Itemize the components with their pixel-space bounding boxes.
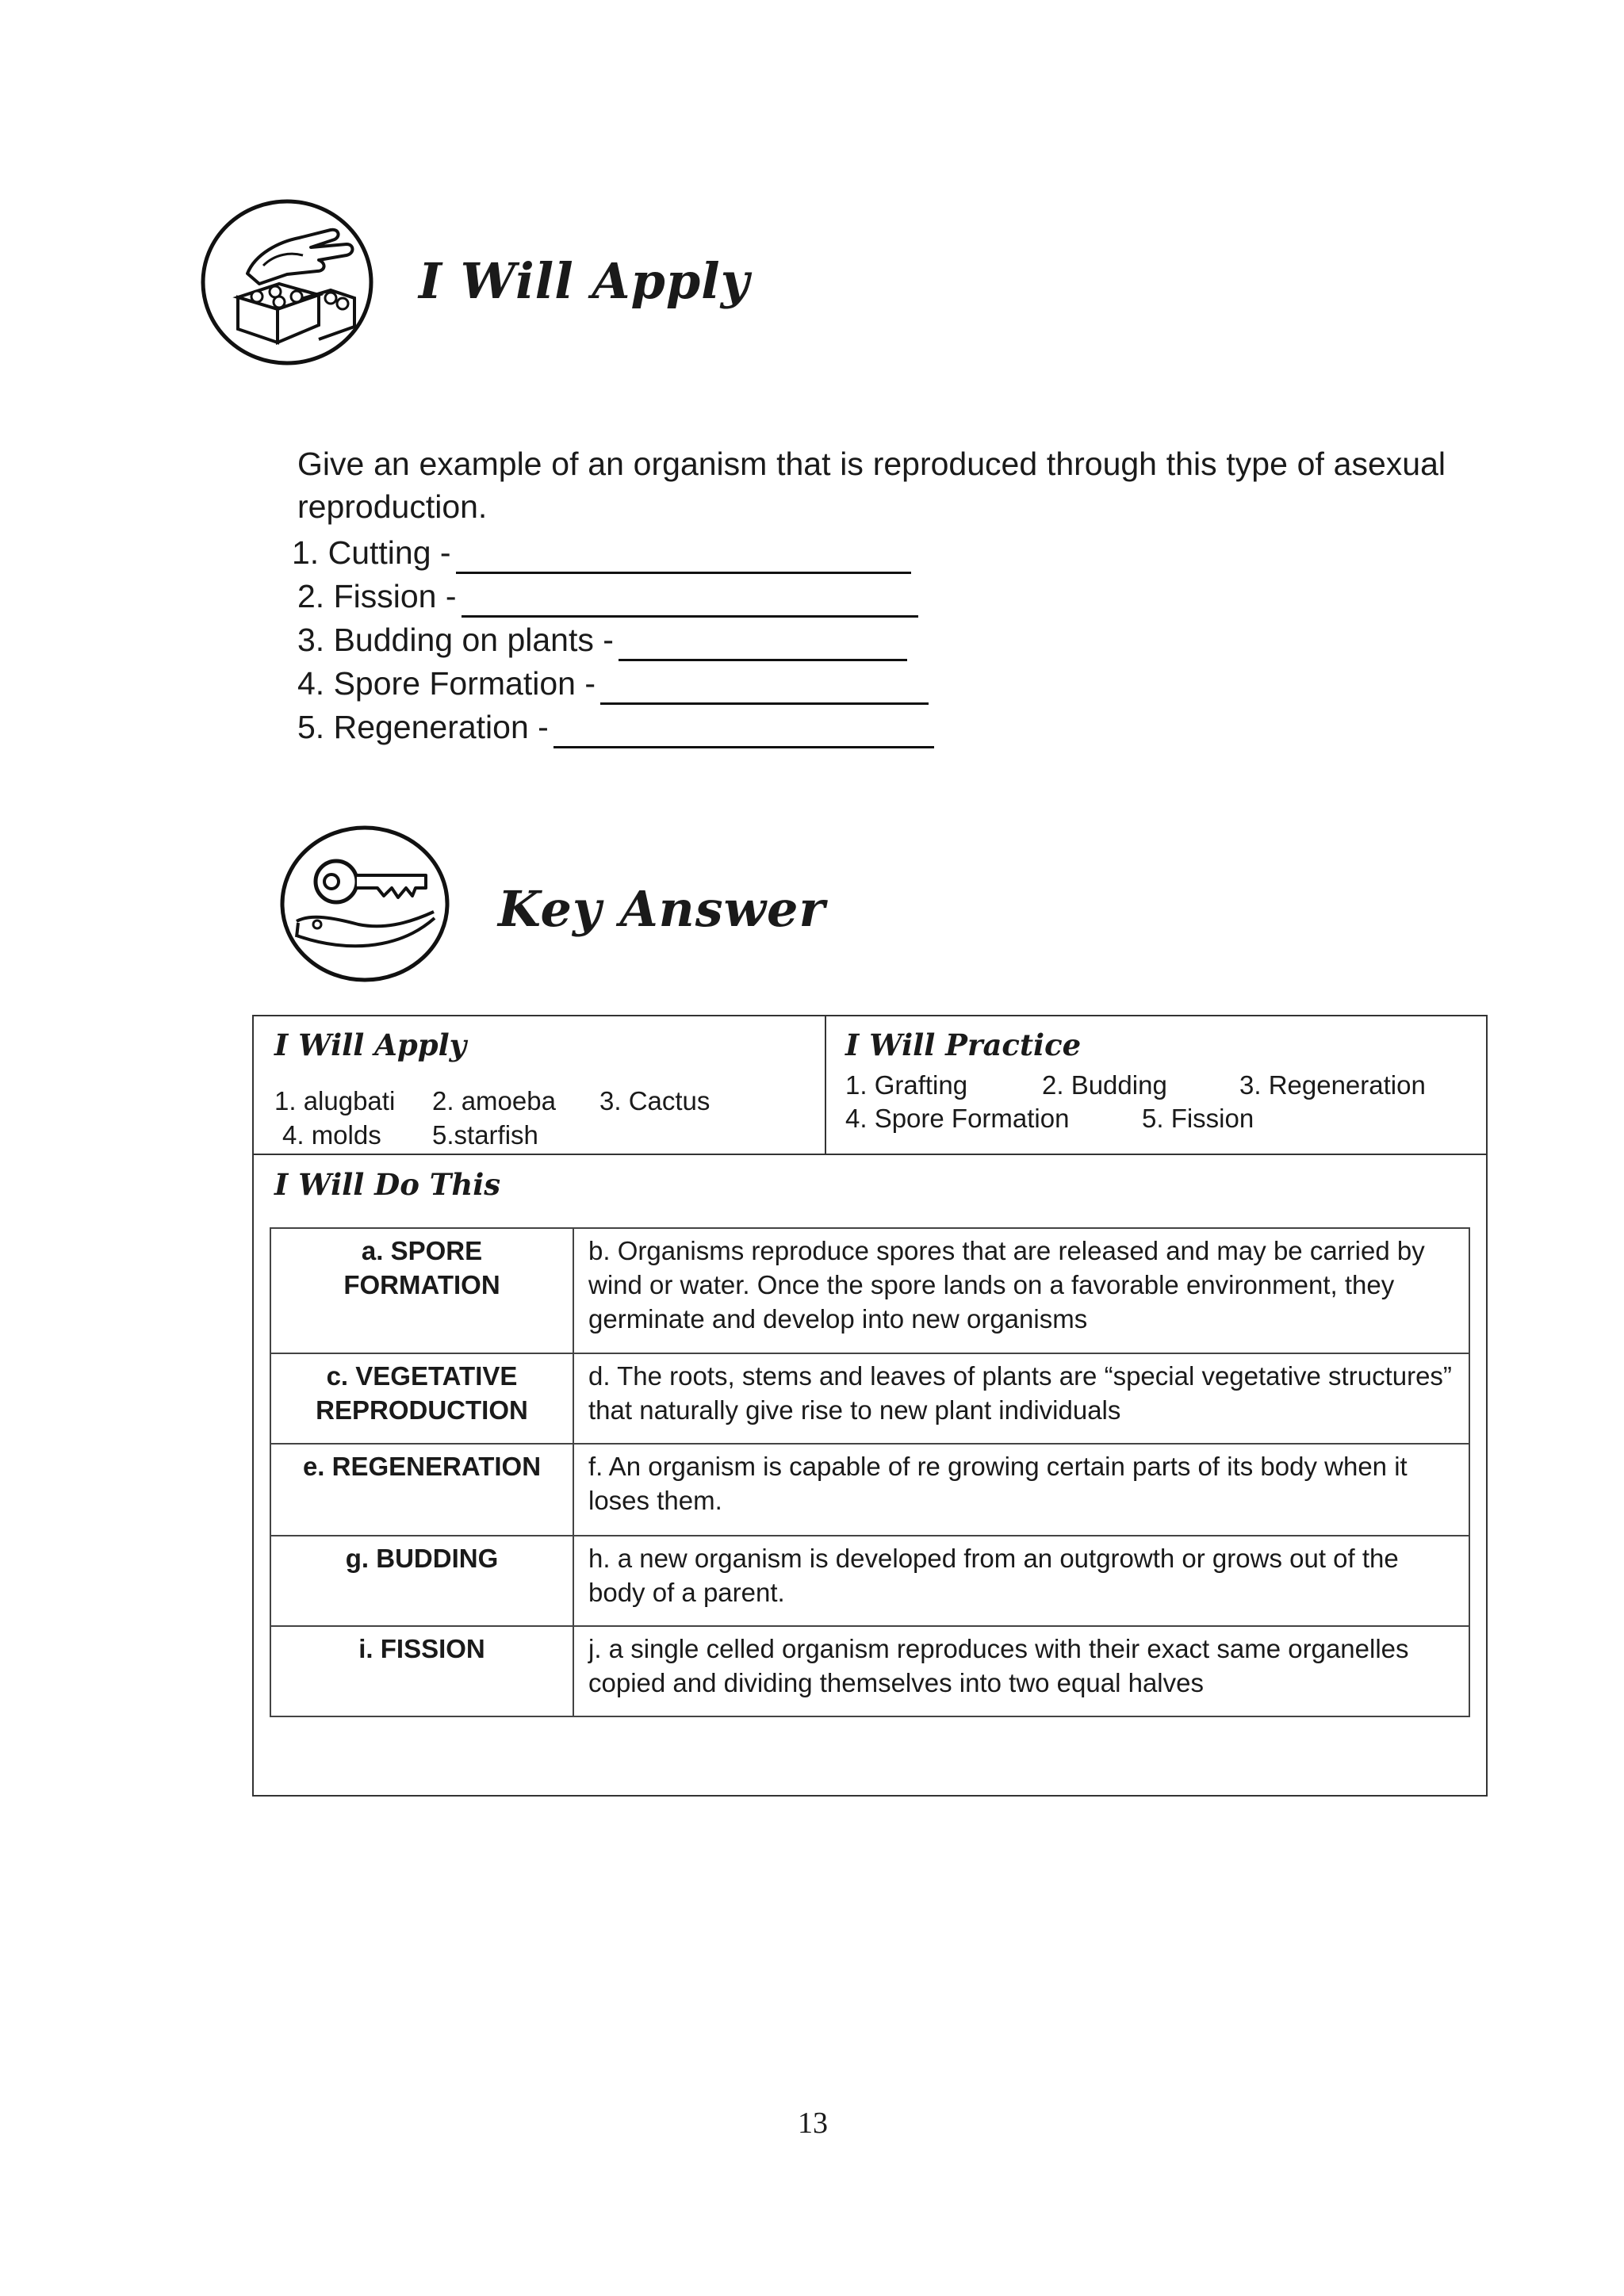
page-number: 13 <box>798 2107 828 2140</box>
question-item: 4. Spore Formation - <box>297 662 929 705</box>
do-this-title: I Will Do This <box>274 1167 501 1202</box>
definition-cell: f. An organism is capable of re growing certain parts of its body when it loses them. <box>573 1444 1469 1536</box>
answer-blank[interactable] <box>600 668 929 705</box>
term-cell: e. REGENERATION <box>270 1444 573 1536</box>
question-item: 5. Regeneration - <box>297 706 934 748</box>
apply-instruction: Give an example of an organism that is reproduced through this type of asexual reproduction. <box>297 446 1446 525</box>
table-row <box>270 1353 1469 1444</box>
term-cell: a. SPORE FORMATION <box>270 1228 573 1353</box>
practice-answer: 5. Fission <box>1142 1104 1254 1133</box>
answer-key-divider <box>252 1154 1488 1155</box>
apply-answer: 3. Cactus <box>599 1086 710 1115</box>
term-cell: g. BUDDING <box>270 1536 573 1626</box>
do-this-table <box>270 1227 1470 1716</box>
apply-answer: 2. amoeba <box>432 1086 556 1115</box>
key-answer-title: Key Answer <box>498 880 826 938</box>
term-cell: i. FISSION <box>270 1626 573 1716</box>
question-item: 2. Fission - <box>297 575 918 618</box>
hand-building-blocks-icon <box>200 198 374 366</box>
answer-blank[interactable] <box>553 711 934 748</box>
practice-answer: 3. Regeneration <box>1239 1070 1426 1100</box>
practice-answer: 1. Grafting <box>845 1070 968 1100</box>
definition-cell: h. a new organism is developed from an outgrowth or grows out of the body of a parent. <box>573 1536 1469 1626</box>
table-row <box>270 1444 1469 1536</box>
practice-answer: 2. Budding <box>1042 1070 1167 1100</box>
practice-answers-title: I Will Practice <box>845 1027 1082 1062</box>
answer-blank[interactable] <box>619 624 907 661</box>
apply-answer: 5.starfish <box>432 1120 538 1147</box>
key-on-hand-icon <box>279 825 450 983</box>
answer-blank[interactable] <box>462 580 918 618</box>
table-row <box>270 1228 1469 1353</box>
answer-blank[interactable] <box>456 537 911 574</box>
table-row <box>270 1626 1469 1716</box>
term-cell: c. VEGETATIVE REPRODUCTION <box>270 1353 573 1444</box>
question-item: 3. Budding on plants - <box>297 618 907 661</box>
apply-answers-title: I Will Apply <box>274 1027 467 1062</box>
definition-cell: d. The roots, stems and leaves of plants are “special vegetative structures” that naturally give rise to new plant individuals <box>573 1353 1469 1444</box>
definition-cell: j. a single celled organism reproduces with their exact same organelles copied and dividing themselves into two equal halves <box>573 1626 1469 1716</box>
apply-answer: 4. molds <box>282 1120 381 1147</box>
apply-title: I Will Apply <box>419 252 750 310</box>
apply-answer: 1. alugbati <box>274 1086 396 1115</box>
table-row <box>270 1536 1469 1626</box>
practice-answer: 4. Spore Formation <box>845 1104 1070 1133</box>
definition-cell: b. Organisms reproduce spores that are released and may be carried by wind or water. Once the spore lands on a favorable environment, they germinate and develop into new organisms <box>573 1228 1469 1353</box>
question-item: 1. Cutting - <box>292 531 911 574</box>
answer-key-divider <box>825 1015 826 1154</box>
